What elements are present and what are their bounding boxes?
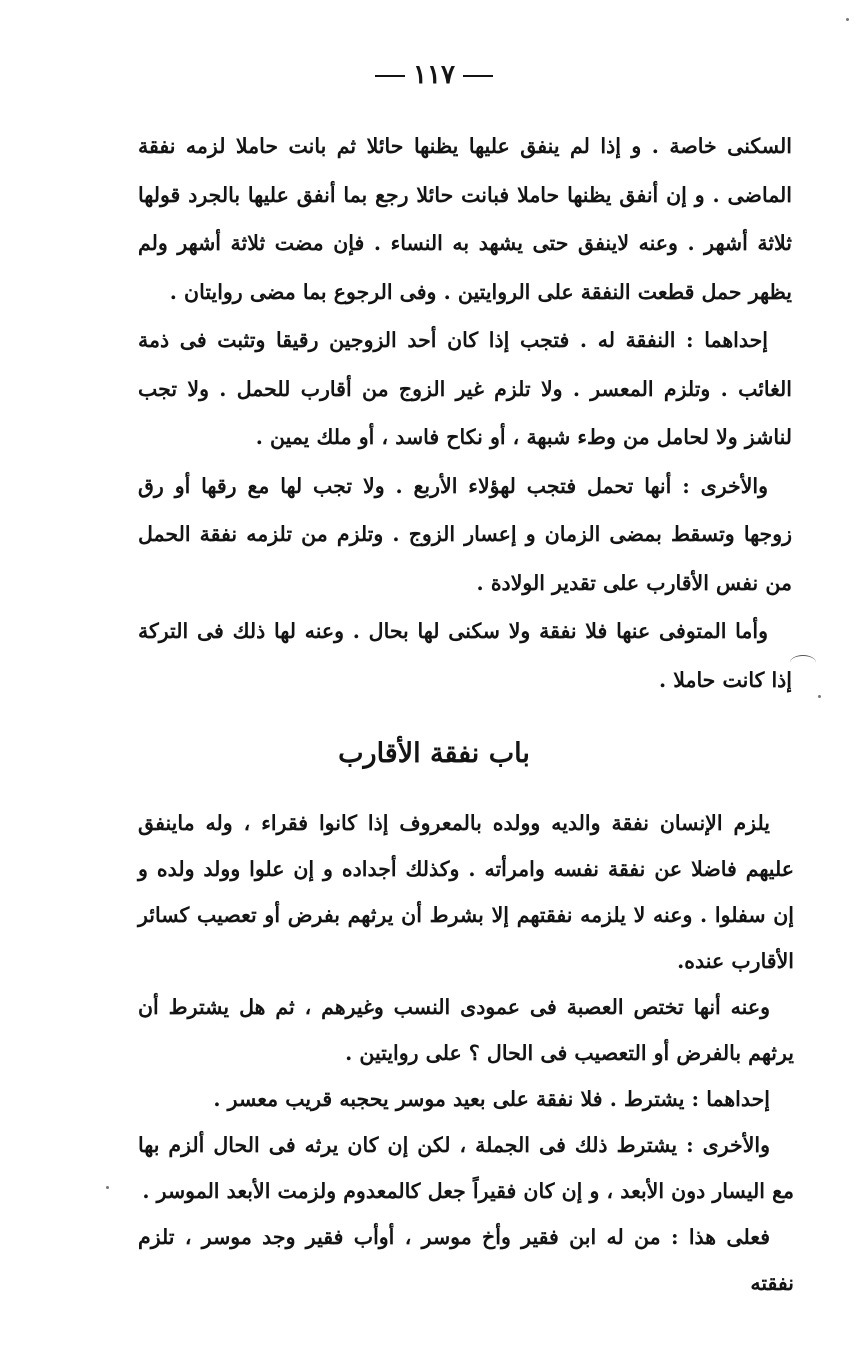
right-dash — [463, 75, 493, 77]
scan-speck — [818, 695, 821, 698]
paragraph: والأخرى : أنها تحمل فتجب لهؤلاء الأربع . ولا تجب لها مع رقها أو رق زوجها وتسقط بمضى الزمان و إعسار الزوج . وتلزم من تلزمه نفقة الحمل من نفس الأقارب على تقدير الولادة . — [138, 473, 792, 595]
paragraph: إحداهما : يشترط . فلا نفقة على بعيد موسر يحجبه قريب معسر . — [213, 1087, 770, 1111]
paragraph: فعلى هذا : من له ابن فقير وأخ موسر ، أوأب فقير وجد موسر ، تلزم نفقته — [138, 1225, 794, 1295]
page-number-header — [0, 60, 868, 90]
section-one-text — [138, 122, 792, 704]
left-dash — [375, 75, 405, 77]
scan-speck — [846, 18, 849, 21]
chapter-heading: باب نفقة الأقارب — [338, 738, 530, 769]
paragraph: وأما المتوفى عنها فلا نفقة ولا سكنى لها بحال . وعنه لها ذلك فى التركة إذا كانت حاملا . — [138, 619, 792, 692]
paragraph: وعنه أنها تختص العصبة فى عمودى النسب وغيرهم ، ثم هل يشترط أن يرثهم بالفرض أو التعصيب فى الحال ؟ على روايتين . — [138, 995, 794, 1065]
paragraph: السكنى خاصة . و إذا لم ينفق عليها يظنها حائلا ثم بانت حاملا لزمه نفقة الماضى . و إن أنفق يظنها حاملا فبانت حائلا رجع بما أنفق عليها بالجرد قولها ثلاثة أشهر . وعنه لاينفق حتى يشهد به النساء . فإن مضت ثلاثة أشهر ولم يظهر حمل قطعت النفقة على الروايتين . وفى الرجوع بما مضى روايتان . — [138, 134, 792, 304]
page-number: ١١٧ — [413, 60, 455, 90]
paragraph: إحداهما : النفقة له . فتجب إذا كان أحد الزوجين رقيقا وتثبت فى ذمة الغائب . وتلزم المعسر . ولا تلزم غير الزوج من أقارب للحمل . ولا تجب لناشز ولا لحامل من وطء شبهة ، أو نكاح فاسد ، أو ملك يمين . — [138, 328, 792, 449]
section-two-text — [138, 800, 794, 1306]
paragraph: والأخرى : يشترط ذلك فى الجملة ، لكن إن كان يرثه فى الحال ألزم بها مع اليسار دون الأبعد ، و إن كان فقيراً جعل كالمعدوم ولزمت الأبعد الموسر . — [138, 1133, 794, 1203]
scan-speck — [106, 1186, 109, 1189]
paragraph: يلزم الإنسان نفقة والديه وولده بالمعروف إذا كانوا فقراء ، وله ماينفق عليهم فاضلا عن نفقة نفسه وامرأته . وكذلك أجداده و إن علوا وولد ولده و إن سفلوا . وعنه لا يلزمه نفقتهم إلا بشرط أن يرثهم بفرض أو تعصيب كسائر الأقارب عنده. — [138, 811, 794, 973]
margin-mark — [790, 655, 816, 670]
